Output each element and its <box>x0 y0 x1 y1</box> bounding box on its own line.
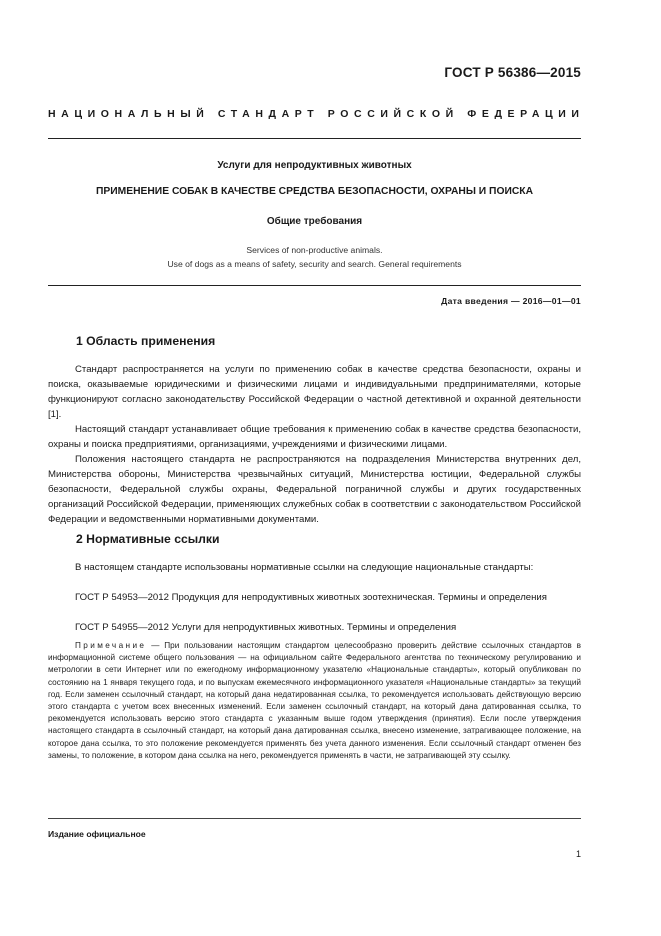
document-general-title: Общие требования <box>266 216 363 227</box>
divider <box>48 818 581 819</box>
page-number: 1 <box>575 849 581 859</box>
english-title-line: Services of non-productive animals. <box>246 245 383 255</box>
reference-item: ГОСТ Р 54955—2012 Услуги для непродуктивных животных. Термины и определения <box>75 622 457 633</box>
paragraph: Положения настоящего стандарта не распространяются на подразделения Министерства внутренних дел, Министерства обороны, Министерства чрезвычайных ситуаций, Министерства юстиции, Федеральной службы безопасности, Федеральной службы охраны, Федеральной пограничной службы и других государственных организаций Российской Федерации, применяющих служебных собак в соответствии с законодательством Российской Федерации и ведомственными нормативными документами. <box>48 454 581 525</box>
note <box>48 640 581 762</box>
paragraph: В настоящем стандарте использованы нормативные ссылки на следующие национальные стандарты: <box>75 562 534 573</box>
reference-item: ГОСТ Р 54953—2012 Продукция для непродуктивных животных зоотехническая. Термины и определения <box>75 592 547 603</box>
note-text: — При пользовании настоящим стандартом целесообразно проверить действие ссылочных стандартов в информационной системе общего пользования — на официальном сайте Федерального агентства по техническому регулированию и метрологии в сети Интернет или по ежегодному информационному указателю «Национальные стандарты», который опубликован по состоянию на 1 января текущего года, и по выпускам ежемесячного информационного указателя «Национальные стандарты» за текущий год. Если заменен ссылочный стандарт, на который дана недатированная ссылка, то рекомендуется использовать действующую версию этого стандарта с учетом всех внесенных изменений. Если заменен ссылочный стандарт, на который дана датированная ссылка, то рекомендуется использовать версию этого стандарта с указанным выше годом утверждения (принятия). Если после утверждения настоящего стандарта в ссылочный стандарт, на который дана датированная ссылка, внесено изменение, затрагивающее положение, на которое дана ссылка, то это положение рекомендуется применять без учета данного изменения. Если ссылочный стандарт отменен без замены, то положение, в котором дана ссылка на него, рекомендуется применять в части, не затрагивающей эту ссылку. <box>48 641 581 760</box>
note-label: Примечание <box>75 641 147 650</box>
official-edition-label: Издание официальное <box>48 829 146 839</box>
english-title <box>48 243 581 271</box>
paragraph: Стандарт распространяется на услуги по применению собак в качестве средства безопасности, охраны и поиска, оказываемые юридическими и физическими лицами и индивидуальными предпринимателями, которые функционируют согласно законодательству Российской Федерации о частной детективной и охранной деятельности [1]. <box>48 364 581 420</box>
english-title-line: Use of dogs as a means of safety, security and search. General requirements <box>167 259 462 269</box>
document-subtitle: Услуги для непродуктивных животных <box>217 160 412 171</box>
document-title: ПРИМЕНЕНИЕ СОБАК В КАЧЕСТВЕ СРЕДСТВА БЕЗОПАСНОСТИ, ОХРАНЫ И ПОИСКА <box>95 186 534 197</box>
divider <box>48 285 581 286</box>
paragraph: Настоящий стандарт устанавливает общие требования к применению собак в качестве средства безопасности, охраны и поиска предприятиями, организациями, учреждениями и физическими лицами. <box>48 424 581 450</box>
divider <box>48 138 581 139</box>
section-heading-scope: 1 Область применения <box>76 334 216 348</box>
national-standard-heading: НАЦИОНАЛЬНЫЙ СТАНДАРТ РОССИЙСКОЙ ФЕДЕРАЦИИ <box>48 108 585 120</box>
introduction-date: Дата введения — 2016—01—01 <box>441 296 581 306</box>
gost-code: ГОСТ Р 56386—2015 <box>444 65 581 80</box>
section-heading-references: 2 Нормативные ссылки <box>76 532 220 546</box>
